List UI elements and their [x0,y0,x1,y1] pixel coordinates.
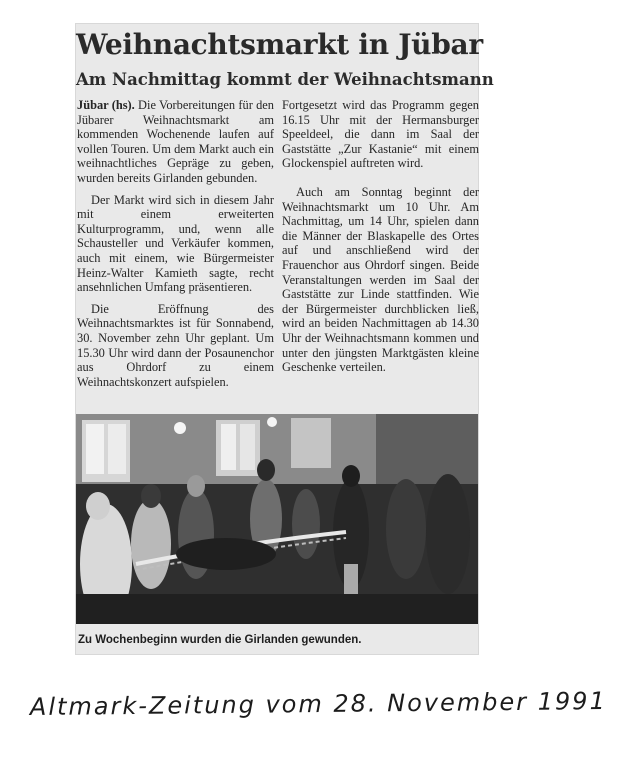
article-subheadline: Am Nachmittag kommt der Weihnachtsmann [76,70,494,89]
article-paragraph: Auch am Sonntag beginnt der Weihnachtsmarkt um 10 Uhr. Am Nachmittag, um 14 Uhr, spielen dann die Männer der Blaskapelle des Ortes auf und anschließend wird der Frauenchor aus Ohrdorf singen. Beide Veranstaltungen werden im Saal der Gaststätte zur Linde stattfinden. Wie der Bürgermeister durchblicken ließ, wird an beiden Nachmittagen ab 14.30 Uhr der Weihnachtsmann kommen und unter den jüngsten Marktgästen kleine Geschenke verteilen. [282,184,479,375]
newspaper-clipping [76,24,494,654]
photo-scene-image [76,414,478,624]
article-dateline: Jübar (hs). [77,98,135,112]
article-paragraph [77,98,274,186]
article-photo [76,414,478,624]
handwritten-source-note [30,687,610,733]
article-column-left [77,98,274,389]
photo-caption: Zu Wochenbeginn wurden die Girlanden gewunden. [78,634,362,646]
article-paragraph: Fortgesetzt wird das Programm gegen 16.15 Uhr mit der Hermansburger Speeldeel, die dann im Saal der Gaststätte „Zur Kastanie“ mit einem Glockenspiel auftreten wird. [282,98,479,171]
article-paragraph: Die Eröffnung des Weihnachtsmarktes ist für Sonnabend, 30. November zehn Uhr geplant. Um 15.30 Uhr wird dann der Posaunenchor aus Ohrdorf zu einem Weihnachtskonzert aufspielen. [77,301,274,389]
handwritten-note-text: Altmark-Zeitung vom 28. November 1991 [29,686,607,722]
article-paragraph: Der Markt wird sich in diesem Jahr mit einem erweiterten Kulturprogramm, und, wenn alle Schausteller und Verkäufer kommen, auch mit einem, wie Bürgermeister Heinz-Walter Kamieth sagte, recht ansehnlichen Umfang präsentieren. [77,192,274,295]
article-headline: Weihnachtsmarkt in Jübar [76,28,483,61]
article-column-right [282,98,479,375]
article-paragraph-text: Die Vorbereitungen für den Jübarer Weihnachtsmarkt am kommenden Wochenende laufen auf vollen Touren. Um dem Markt auch ein weihnachtliches Gepräge zu geben, wurden bereits Girlanden gebunden. [77,98,274,185]
